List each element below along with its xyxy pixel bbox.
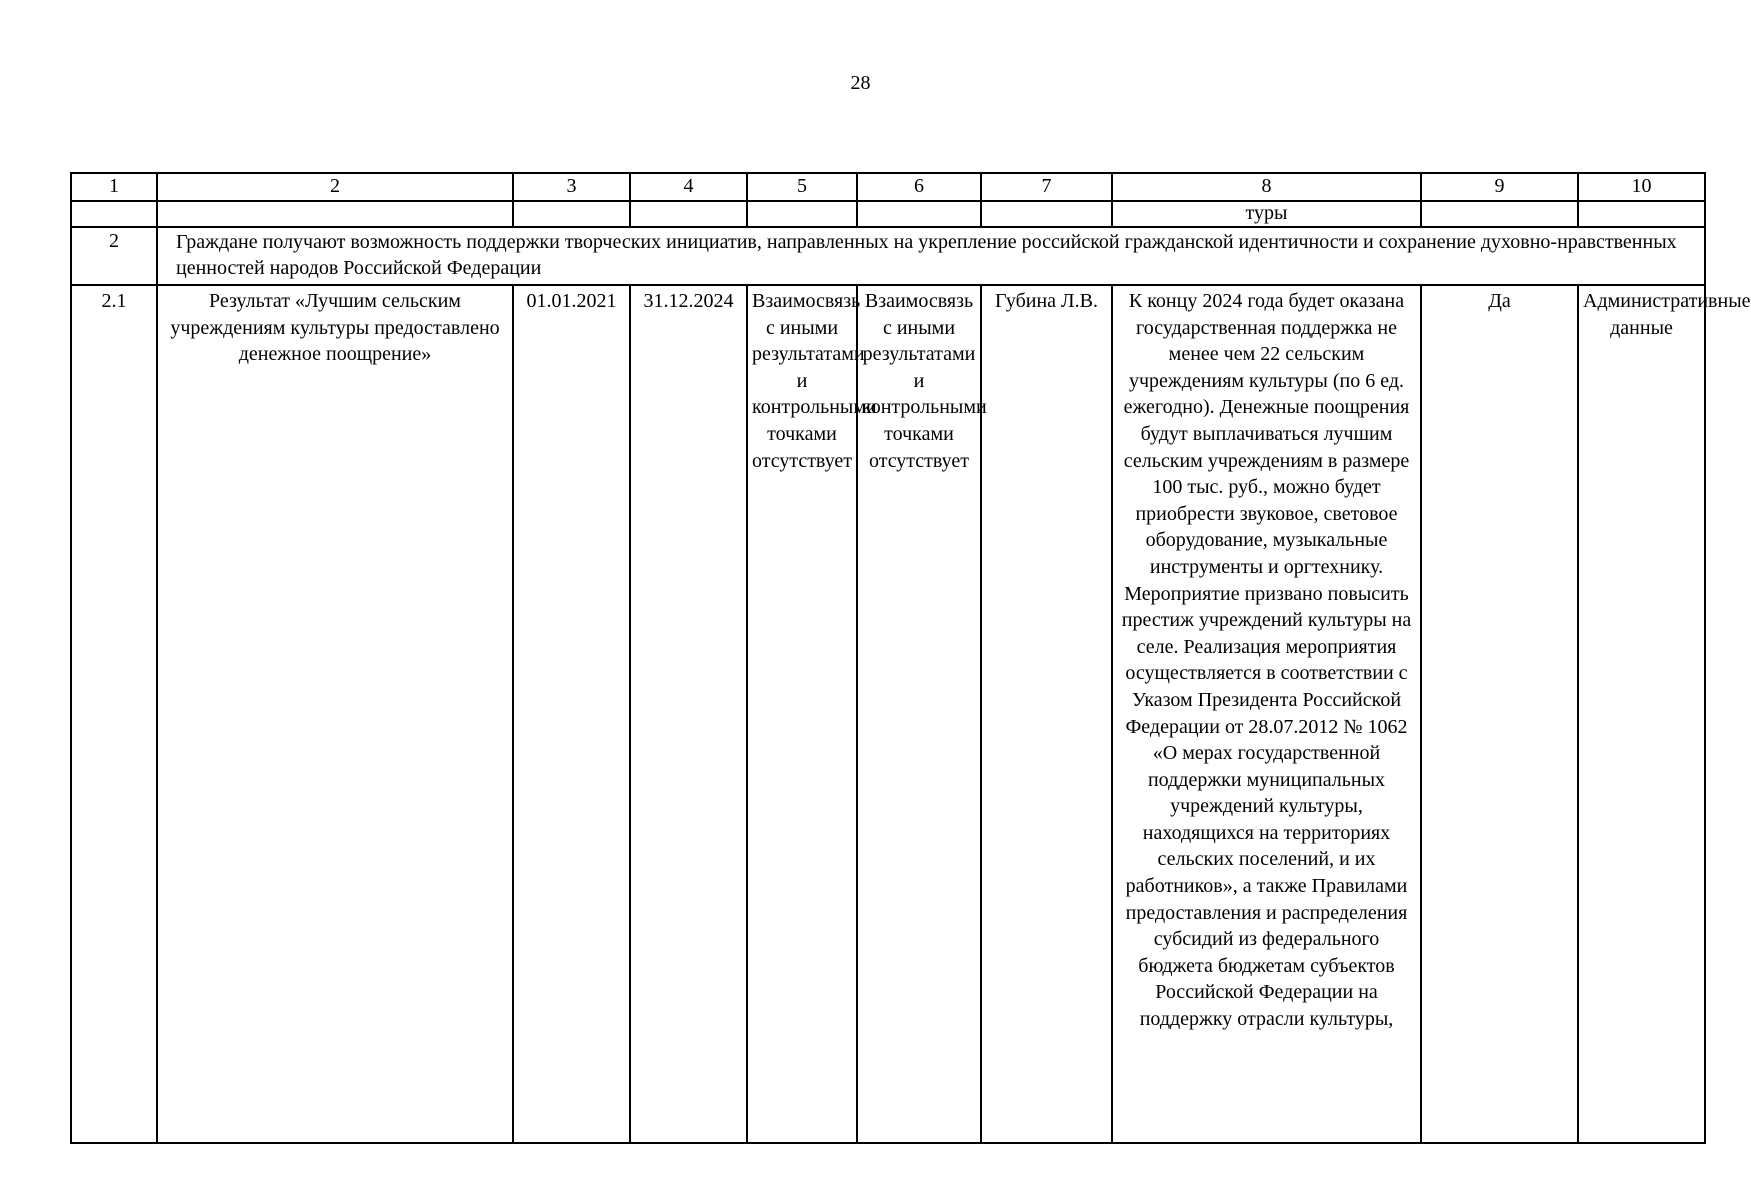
goal-row xyxy=(71,227,1705,285)
page-number: 28 xyxy=(850,72,871,94)
subheader-cell xyxy=(157,201,513,227)
header-col-5: 5 xyxy=(747,173,857,201)
responsible-person: Губина Л.В. xyxy=(981,285,1112,1143)
results-table xyxy=(70,172,1751,1144)
subheader-cell xyxy=(630,201,747,227)
subheader-cell xyxy=(71,201,157,227)
table-row xyxy=(71,285,1705,1143)
header-col-2: 2 xyxy=(157,173,513,201)
subheader-col-8: туры xyxy=(1112,201,1421,227)
subheader-cell xyxy=(747,201,857,227)
start-date: 01.01.2021 xyxy=(513,285,630,1143)
subheader-cell xyxy=(1578,201,1705,227)
data-source: Административные данные xyxy=(1578,285,1705,1143)
col-9-value: Да xyxy=(1421,285,1578,1143)
relation-col-5: Взаимосвязь с иными результатами и контрольными точками отсутствует xyxy=(747,285,857,1143)
header-row xyxy=(71,173,1705,201)
subheader-cell xyxy=(1421,201,1578,227)
header-col-1: 1 xyxy=(71,173,157,201)
result-description: К концу 2024 года будет оказана государственная поддержка не менее чем 22 сельским учреждениям культуры (по 6 ед. ежегодно). Денежные поощрения будут выплачиваться лучшим сельским учреждениям в размере 100 тыс. руб., можно будет приобрести звуковое, световое оборудование, музыкальные инструменты и оргтехнику. Мероприятие призвано повысить престиж учреждений культуры на селе. Реализация мероприятия осуществляется в соответствии с Указом Президента Российской Федерации от 28.07.2012 № 1062 «О мерах государственной поддержки муниципальных учреждений культуры, находящихся на территориях сельских поселений, и их работников», а также Правилами предоставления и распределения субсидий из федерального бюджета бюджетам субъектов Российской Федерации на поддержку отрасли культуры, xyxy=(1112,285,1421,1143)
header-col-8: 8 xyxy=(1112,173,1421,201)
header-col-3: 3 xyxy=(513,173,630,201)
subheader-cell xyxy=(857,201,981,227)
goal-text: Граждане получают возможность поддержки творческих инициатив, направленных на укрепление российской гражданской идентичности и сохранение духовно-нравственных ценностей народов Российской Федерации xyxy=(157,227,1705,285)
header-col-7: 7 xyxy=(981,173,1112,201)
end-date: 31.12.2024 xyxy=(630,285,747,1143)
relation-col-6: Взаимосвязь с иными результатами и контрольными точками отсутствует xyxy=(857,285,981,1143)
header-col-4: 4 xyxy=(630,173,747,201)
result-name: Результат «Лучшим сельским учреждениям культуры предоставлено денежное поощрение» xyxy=(157,285,513,1143)
header-col-6: 6 xyxy=(857,173,981,201)
subheader-cell xyxy=(513,201,630,227)
row-number: 2.1 xyxy=(71,285,157,1143)
subheader-row xyxy=(71,201,1705,227)
goal-number: 2 xyxy=(71,227,157,285)
header-col-9: 9 xyxy=(1421,173,1578,201)
header-col-10: 10 xyxy=(1578,173,1705,201)
subheader-cell xyxy=(981,201,1112,227)
